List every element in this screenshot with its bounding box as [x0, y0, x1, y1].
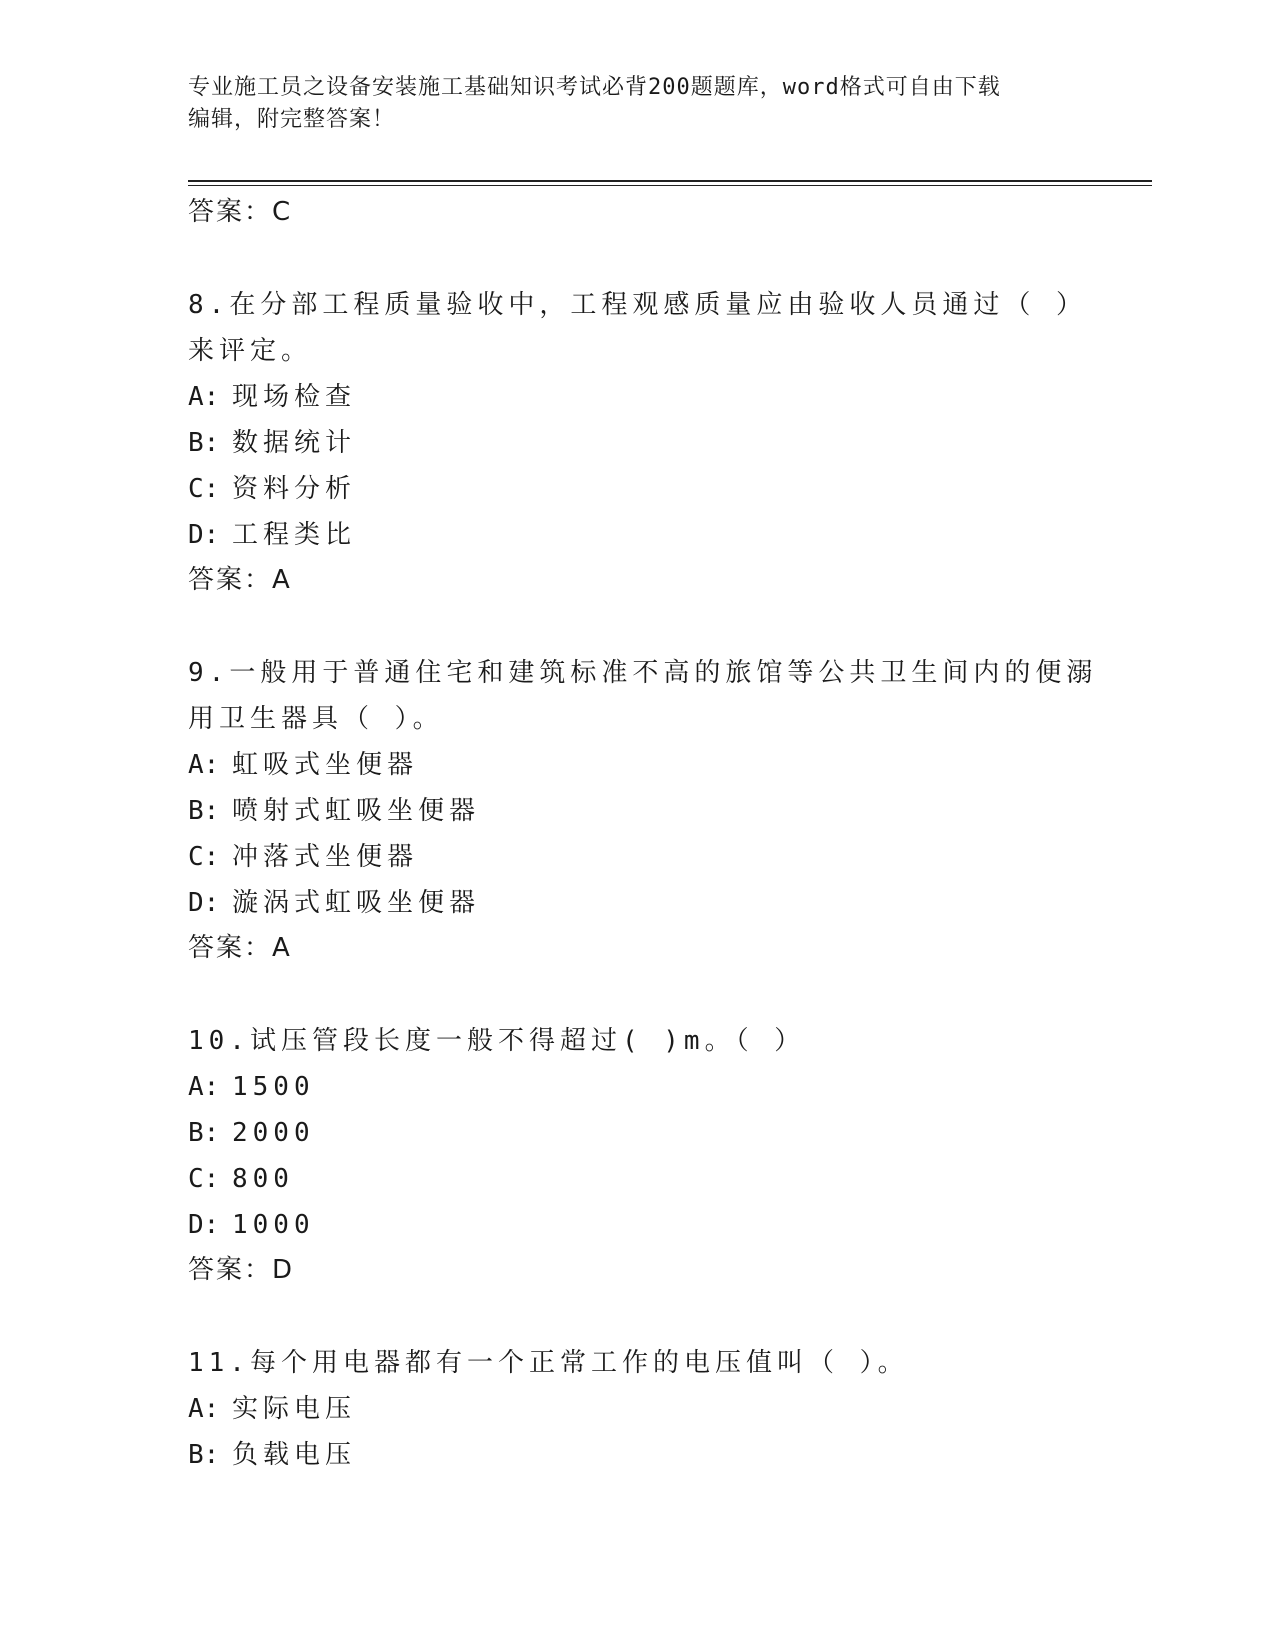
option-text: 800: [232, 1164, 294, 1194]
question-text: [188, 650, 1108, 742]
option-d: [188, 512, 1108, 558]
option-key: A:: [188, 382, 220, 412]
option-b: [188, 1432, 1108, 1478]
option-key: D:: [188, 1210, 220, 1240]
option-key: C:: [188, 842, 220, 872]
option-text: 现场检查: [232, 382, 357, 412]
option-key: A:: [188, 1394, 220, 1424]
question-text: [188, 1018, 1108, 1064]
answer-label: 答案：: [188, 1255, 273, 1285]
option-text: 1000: [232, 1210, 315, 1240]
answer-value: D: [272, 1255, 294, 1285]
option-a: [188, 742, 1108, 788]
option-c: [188, 1156, 1108, 1202]
option-text: 实际电压: [232, 1394, 357, 1424]
option-key: D:: [188, 520, 220, 550]
option-key: C:: [188, 474, 220, 504]
option-text: 漩涡式虹吸坐便器: [232, 888, 481, 918]
option-a: [188, 1064, 1108, 1110]
question-text: [188, 1340, 1108, 1386]
option-key: B:: [188, 1118, 220, 1148]
option-b: [188, 420, 1108, 466]
question-number: 10.: [188, 1026, 250, 1056]
header-line-1: 专业施工员之设备安装施工基础知识考试必背200题题库，word格式可自由下载: [188, 75, 1001, 100]
question-number: 11.: [188, 1348, 250, 1378]
answer-line: [188, 926, 1108, 970]
answer-value: A: [272, 933, 291, 963]
answer-value: C: [272, 197, 292, 227]
answer-line: [188, 1248, 1108, 1292]
option-key: D:: [188, 888, 220, 918]
answer-label: 答案：: [188, 565, 273, 595]
option-text: 2000: [232, 1118, 315, 1148]
question-stem: 每个用电器都有一个正常工作的电压值叫（ ）。: [249, 1348, 909, 1378]
answer-line: [188, 190, 1108, 234]
answer-line: [188, 558, 1108, 602]
header-line-2: 编辑，附完整答案！: [188, 107, 396, 132]
option-text: 1500: [232, 1072, 315, 1102]
answer-value: A: [272, 565, 291, 595]
question-10: [188, 1018, 1108, 1292]
option-d: [188, 1202, 1108, 1248]
option-d: [188, 880, 1108, 926]
question-stem: 在分部工程质量验收中，工程观感质量应由验收人员通过（ ）来评定。: [188, 290, 1087, 366]
option-b: [188, 788, 1108, 834]
document-header: [188, 72, 1088, 136]
question-stem: 试压管段长度一般不得超过( )m。（ ）: [249, 1026, 806, 1056]
option-text: 虹吸式坐便器: [232, 750, 419, 780]
option-key: A:: [188, 750, 220, 780]
option-key: B:: [188, 1440, 220, 1470]
question-number: 8.: [188, 290, 230, 320]
option-key: C:: [188, 1164, 220, 1194]
option-c: [188, 466, 1108, 512]
header-divider-thick: [188, 180, 1152, 182]
option-key: A:: [188, 1072, 220, 1102]
option-text: 资料分析: [232, 474, 357, 504]
option-a: [188, 374, 1108, 420]
question-stem: 一般用于普通住宅和建筑标准不高的旅馆等公共卫生间内的便溺用卫生器具（ ）。: [188, 658, 1098, 734]
question-11: [188, 1340, 1108, 1478]
header-divider-thin: [188, 185, 1152, 186]
option-text: 数据统计: [232, 428, 357, 458]
option-key: B:: [188, 796, 220, 826]
option-a: [188, 1386, 1108, 1432]
option-text: 工程类比: [232, 520, 357, 550]
answer-label: 答案：: [188, 197, 273, 227]
option-c: [188, 834, 1108, 880]
question-list: [188, 190, 1108, 1478]
option-b: [188, 1110, 1108, 1156]
option-text: 喷射式虹吸坐便器: [232, 796, 481, 826]
option-key: B:: [188, 428, 220, 458]
question-8: [188, 282, 1108, 602]
question-9: [188, 650, 1108, 970]
answer-label: 答案：: [188, 933, 273, 963]
question-text: [188, 282, 1108, 374]
question-number: 9.: [188, 658, 230, 688]
option-text: 冲落式坐便器: [232, 842, 419, 872]
option-text: 负载电压: [232, 1440, 357, 1470]
